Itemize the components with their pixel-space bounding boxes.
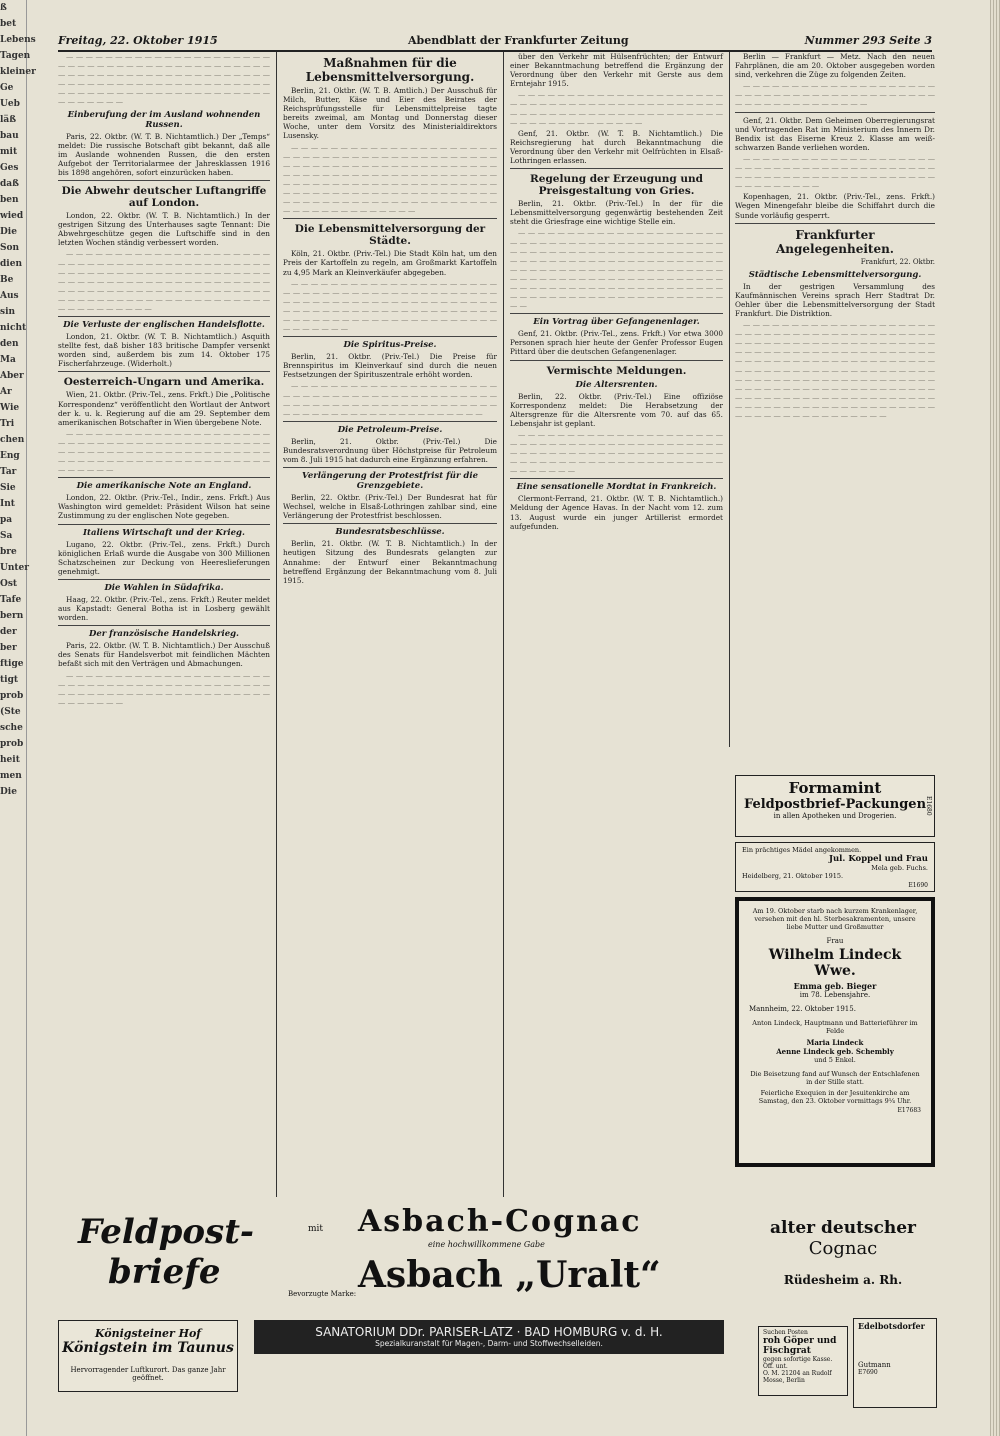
koenig-note: Hervorragender Luftkurort. Das ganze Jahr geöffnet.: [70, 1366, 226, 1382]
heading-wahlen: Die Wahlen in Südafrika.: [104, 582, 224, 593]
margin-fragment: Aber: [0, 371, 24, 381]
heading-spiritus: Die Spiritus-Preise.: [343, 340, 437, 351]
article-bundesrat: Berlin, 21. Oktbr. (W. T. B. Nichtamtlich.) In der heutigen Sitzung des Bundesrats gelangten zur Annahme: der Entwurf einer Bekanntmachung betreffend Ergänzung der Bekanntmachung vom 8. Juli 1915.: [283, 539, 497, 585]
advertisement-band: [58, 1202, 932, 1422]
article-abwehr: London, 22. Oktbr. (W. T. B. Nichtamtlich.) In der gestrigen Sitzung des Unterhauses sagte Tennant: Die Abwehrgeschütze gegen die Luftschiffe sind in den letzten Wochen ständig verbessert worden.: [58, 211, 270, 248]
article-kopenhagen: Kopenhagen, 21. Oktbr. (Priv.-Tel., zens. Frkft.) Wegen Minengefahr bleibe die Schiffahrt durch die Sunde vorläufig gesperrt.: [735, 192, 935, 220]
article-gries: Berlin, 21. Oktbr. (Priv.-Tel.) In der für die Lebensmittelversorgung gegenwärtig bestehenden Zeit steht die Griesfrage eine wichtige Stelle ein.: [510, 199, 723, 227]
asbach-uralt: Asbach „Uralt“: [358, 1254, 661, 1296]
heading-massnahmen: Maßnahmen für die Lebensmittelversorgung.: [305, 56, 475, 84]
edel-code: E7690: [858, 1369, 878, 1376]
edel-title: Edelbotsdorfer: [858, 1321, 925, 1331]
birth-names: Jul. Koppel und Frau: [828, 854, 928, 864]
death-code: E17683: [897, 1107, 921, 1114]
article-genf-orden: Genf, 21. Oktbr. Dem Geheimen Oberregierungsrat und Vortragenden Rat im Ministerium des Innern Dr. Bendix ist das Eiserne Kreuz 2. Klasse am weiß-schwarzen Bande verliehen worden.: [735, 115, 935, 152]
margin-fragment: Ges: [0, 163, 19, 173]
header-title: Abendblatt der Frankfurter Zeitung: [408, 34, 629, 47]
previous-page-margin: [0, 0, 36, 1436]
article-wahlen: Haag, 22. Oktbr. (Priv.-Tel., zens. Frkft.) Reuter meldet aus Kapstadt: General Botha ist in Losberg gewählt worden.: [58, 594, 270, 623]
fish-line3: gegen sofortige Kasse. Off. unt.: [763, 1356, 833, 1370]
filler-text: — — — — — — — — — — — — — — — — — — — — — — — — — — — — — — — — — — — — — — — — — — — — — — — — — — — — — — — — — — — — — — — — — — — — — — — — — — — — — — — — — — — — — — — — — — — — — — — — — — — — — — — — — — — — — — — — — — — — — — — — — — — — — — — — — — — — — — — — — — — — — — — — — — — — — — — — — — — — — — — — — — — — — — — — — — — — — — — — —: [510, 228, 723, 311]
margin-fragment: Tar: [0, 467, 17, 477]
margin-fragment: Int: [0, 499, 15, 509]
margin-fragment: (Ste: [0, 707, 21, 717]
column-1: [58, 52, 270, 1192]
margin-fragment: prob: [0, 739, 24, 749]
heading-petroleum: Die Petroleum-Preise.: [337, 424, 443, 435]
ad-formamint: [735, 775, 935, 837]
death-name: Wilhelm Lindeck Wwe.: [768, 947, 902, 979]
column-rule: [503, 52, 504, 1197]
death-place: Mannheim, 22. Oktober 1915.: [749, 1005, 856, 1013]
heading-note: Die amerikanische Note an England.: [76, 481, 252, 492]
heading-vermischte: Vermischte Meldungen.: [546, 364, 687, 377]
death-funeral: Die Beisetzung fand auf Wunsch der Entschlafenen in der Stille statt.: [750, 1070, 920, 1086]
margin-fragment: Aus: [0, 291, 19, 301]
column-2: [283, 52, 497, 1192]
margin-fragment: ftige: [0, 659, 24, 669]
heading-staedte: Die Lebensmittelversorgung der Städte.: [294, 223, 486, 248]
article-verluste: London, 21. Oktbr. (W. T. B. Nichtamtlich.) Asquith stellte fest, daß bisher 183 britische Dampfer versenkt worden sind, außerdem bis zum 14. Oktober 175 Fischerfahrzeuge. (Widerholt.): [58, 332, 270, 369]
birth-place: Heidelberg, 21. Oktober 1915.: [742, 872, 844, 880]
margin-fragment: sche: [0, 723, 23, 733]
margin-fragment: Sie: [0, 483, 16, 493]
margin-fragment: nicht: [0, 323, 27, 333]
ad-death-notice: [735, 897, 935, 1167]
margin-fragment: kleiner: [0, 67, 36, 77]
koenig-place: Königstein im Taunus: [62, 1340, 234, 1356]
koenig-hof: Königsteiner Hof: [94, 1327, 202, 1340]
margin-fragment: daß: [0, 179, 19, 189]
margin-fragment: Tafe: [0, 595, 22, 605]
alter-place: Rüdesheim a. Rh.: [783, 1273, 903, 1287]
death-mass: Feierliche Exequien in der Jesuitenkirche am Samstag, den 23. Oktober vormittags 9¼ Uhr.: [758, 1089, 912, 1105]
heading-vortrag: Ein Vortrag über Gefangenenlager.: [533, 317, 700, 328]
asbach-briefe: briefe: [108, 1252, 221, 1292]
filler-text: — — — — — — — — — — — — — — — — — — — — — — — — — — — — — — — — — — — — — — — — — — — — — — — — — — — — — — — — — — — — — — — — — — — — — — — — — — — — — — — — — — — — — — — — — — — — —: [58, 428, 270, 475]
page-header: [58, 30, 932, 52]
death-frau: Frau: [826, 937, 844, 945]
filler-text: — — — — — — — — — — — — — — — — — — — — — — — — — — — — — — — — — — — — — — — — — — — — — — — — — — — — — — — — — — — — — — — — — — — — — — — — — — — — — — — — — — — — — — — — — — — — — — — — — — — — — — — — — — — — — — — — — — — —: [283, 278, 497, 334]
filler-text: — — — — — — — — — — — — — — — — — — — — — — — — — — — — — — — — — — — — — — — — — — — — — — — — — — — — — — — — — — — — — — — — — — — — — — — —: [58, 670, 270, 707]
alter-cognac: Cognac: [808, 1238, 878, 1259]
margin-fragment: tigt: [0, 675, 19, 685]
margin-fragment: Be: [0, 275, 14, 285]
column-4: [735, 52, 935, 747]
filler-text: — — — — — — — — — — — — — — — — — — — — — — — — — — — — — — — — — — — — — — — — — — — — — — — — — — — — — — — — — — — — — — — — — — — — — — — — — — — — — — —: [510, 90, 723, 127]
ad-birth: [735, 842, 935, 892]
filler-text: — — — — — — — — — — — — — — — — — — — — — — — — — — — — — — — — — — — — — — — — — — — — — — — — — — — — — — — — — — — — — — — — — — — — — — — — — — — — — — — — — — — — — —: [283, 381, 497, 418]
heading-gries: Regelung der Erzeugung und Preisgestaltung von Gries.: [530, 173, 703, 198]
filler-text: — — — — — — — — — — — — — — — — — — — — — — — — — — — — — — — — — — — — — — — — — — — — — — — — — — — — — — — — — — — — — — — — — — — — — — —: [735, 153, 935, 191]
birth-code: E1690: [908, 882, 928, 889]
article-oesterreich: Wien, 21. Oktbr. (Priv.-Tel., zens. Frkft.) Die „Politische Korrespondenz“ veröffentlicht den Wortlaut der Antwort der k. u. k. Regierung auf die am 29. September dem amerikanischen Botschafter in Wien übergebene Note.: [58, 390, 270, 427]
margin-fragment: Son: [0, 243, 20, 253]
margin-fragment: prob: [0, 691, 24, 701]
article-italien: Lugano, 22. Oktbr. (Priv.-Tel., zens. Frkft.) Durch königlichen Erlaß wurde die Ausgabe von 300 Millionen Schatzscheinen zur Deckung von Heereslieferungen genehmigt.: [58, 539, 270, 576]
article-staedtische: In der gestrigen Versammlung des Kaufmännischen Vereins sprach Herr Stadtrat Dr. Oehler über die Lebensmittelversorgung der Stadt Frankfurt. Die Distriktion.: [735, 281, 935, 318]
edel-name: Gutmann: [858, 1361, 891, 1369]
margin-fragment: bern: [0, 611, 24, 621]
heading-russen: Einberufung der im Ausland wohnenden Russen.: [67, 109, 261, 130]
filler-text: — — — — — — — — — — — — — — — — — — — — — — — — — — — — — — — — — — — — — — — — — — — — — — — — — — — — — — — — — — — — — — — — — — — — — — — — — — — — — — — — — — — — — — — — — — — — — — — — — — — — — — — — — — — — — — — — — — — —: [58, 52, 270, 107]
filler-text: — — — — — — — — — — — — — — — — — — — — — — — — — — — — — — — — — — — — — — — — — — — — — — — — — — — — — — — — — — — — — — — — — — — — — — — — — — — — — — — — — — — — — — — — — — — — — — — — — — — — — — — — — — — — — — — — — — — — — — — — — — — — — — — — — — — — — — — — — — — — —: [58, 249, 270, 313]
filler-text: — — — — — — — — — — — — — — — — — — — — — — — — — — — — — — — — — — — — — — — — — — — — — — — — — — — — — — — — — — — — — — — — — — — — — — — — — — — — — — — — — — — — — — — — — — — — — —: [510, 429, 723, 476]
filler-text: — — — — — — — — — — — — — — — — — — — — — — — — — — — — — — — — — — — — — — — — — — — — — — — — — — — — — — — — — — — — — — — — — — — — — — — — — — — — — — — — — — — — — — — — — — — — — — — — — — — — — — — — — — — — — — — — — — — — — — — — — — — — — — — — — — — — — — — — — — — — — — — — — — — — — — — — — — — — — — — — — — — — — — — — — — — — — — — — — — — — — — — — — — — — — — — — — — — — — — — — — — — — — — — — — — — — — — — — — — — — — — — — —: [735, 320, 935, 420]
article-spiritus: Berlin, 21. Oktbr. (Priv.-Tel.) Die Preise für Brennspiritus im Kleinverkauf sind durch die neuen Festsetzungen der Spirituszentrale erhöht worden.: [283, 352, 497, 380]
heading-abwehr: Die Abwehr deutscher Luftangriffe auf London.: [61, 185, 267, 210]
heading-frankfurter: Frankfurter Angelegenheiten.: [775, 227, 894, 256]
death-mourner: Anton Lindeck, Hauptmann und Batterieführer im Felde: [752, 1019, 918, 1035]
asbach-cognac: Asbach-Cognac: [358, 1204, 642, 1239]
ad-formamint-note: in allen Apotheken und Drogerien.: [773, 812, 897, 820]
ad-alter-cognac: [753, 1214, 933, 1309]
margin-fragment: Die: [0, 227, 17, 237]
heading-handel: Der französische Handelskrieg.: [88, 629, 240, 640]
margin-fragment: heit: [0, 755, 20, 765]
column-3: [510, 52, 723, 1192]
margin-fragment: Tri: [0, 419, 15, 429]
column-rule: [276, 52, 277, 1197]
margin-fragment: der: [0, 627, 17, 637]
article-continued: über den Verkehr mit Hülsenfrüchten; der Entwurf einer Bekanntmachung betreffend die Ergänzung der Verordnung über den Verkehr mit Gerste aus dem Erntejahr 1915.: [510, 52, 723, 89]
ad-formamint-subtitle: Feldpostbrief-Packungen: [743, 797, 927, 812]
header-date: Freitag, 22. Oktober 1915: [58, 34, 218, 47]
heading-oesterreich: Oesterreich-Ungarn und Amerika.: [63, 376, 265, 389]
ad-asbach: [58, 1202, 738, 1312]
death-mourner: Maria Lindeck: [806, 1038, 864, 1047]
margin-fragment: chen: [0, 435, 25, 445]
margin-fragment: läß: [0, 115, 17, 125]
filler-text: — — — — — — — — — — — — — — — — — — — — — — — — — — — — — — — — — — — — — — — — — — — — — — — — — — — — — — — — — — — — — — — — — — — — — — — — — — — — — — — — — — — — — — — — — — — — — — — — — — — — — — — — — — — — — — — — — — — — — — — — — — — — — — — — — — — — — — — — — — — — — — — — — — — — — — — — — — — — — — — — — — — — — — —: [283, 142, 497, 216]
article-altersrenten: Berlin, 22. Oktbr. (Priv.-Tel.) Eine offiziöse Korrespondenz meldet: Die Herabsetzung der Altersgrenze für die Altersrente vom 70. auf das 65. Lebensjahr ist geplant.: [510, 391, 723, 428]
death-mourner: Aenne Lindeck geb. Schembly: [776, 1047, 894, 1056]
margin-fragment: wied: [0, 211, 24, 221]
heading-mordtat: Eine sensationelle Mordtat in Frankreich.: [516, 482, 717, 493]
article-protestfrist: Berlin, 22. Oktbr. (Priv.-Tel.) Der Bundesrat hat für Wechsel, welche in Elsaß-Lothringen zahlbar sind, eine Verlängerung der Protestfrist beschlossen.: [283, 493, 497, 521]
margin-fragment: Eng: [0, 451, 20, 461]
book-edge: [990, 0, 1000, 1436]
margin-fragment: pa: [0, 515, 13, 525]
birth-line: Ein prächtiges Mädel angekommen.: [742, 846, 862, 854]
asbach-marke: Bevorzugte Marke:: [288, 1290, 357, 1298]
margin-fragment: bre: [0, 547, 17, 557]
margin-fragment: bau: [0, 131, 19, 141]
sana-subtitle: Spezialkuranstalt für Magen-, Darm- und Stoffwechselleiden.: [375, 1339, 603, 1348]
margin-fragment: Sa: [0, 531, 13, 541]
sana-title: SANATORIUM DDr. PARISER-LATZ · BAD HOMBURG v. d. H.: [315, 1325, 663, 1339]
ad-edelbotsdorfer: [853, 1318, 937, 1408]
article-genf-oel: Genf, 21. Oktbr. (W. T. B. Nichtamtlich.) Die Reichsregierung hat durch Bekanntmachung die Verordnung über den Verkehr mit Oelfrüchten in Elsaß-Lothringen erlassen.: [510, 128, 723, 166]
asbach-tagline: eine hochwillkommene Gabe: [428, 1240, 545, 1249]
margin-fragment: Ueb: [0, 99, 20, 109]
birth-maiden: Mela geb. Fuchs.: [871, 864, 928, 872]
article-petroleum: Berlin, 21. Oktbr. (Priv.-Tel.) Die Bundesratsverordnung über Höchstpreise für Petroleum vom 8. Juli 1915 hat dadurch eine Ergänzung erfahren.: [283, 436, 497, 464]
margin-fragment: mit: [0, 147, 18, 157]
asbach-mit: mit: [308, 1224, 324, 1234]
dateline-frankfurt: Frankfurt, 22. Oktbr.: [860, 257, 935, 266]
margin-fragment: Ost: [0, 579, 18, 589]
margin-fragment: sin: [0, 307, 16, 317]
death-intro: Am 19. Oktober starb nach kurzem Krankenlager, versehen mit den hl. Sterbesakramenten, unsere liebe Mutter und Großmutter: [752, 907, 918, 931]
margin-fragment: ß: [0, 3, 7, 13]
margin-fragment: Ma: [0, 355, 16, 365]
margin-fragment: ber: [0, 643, 17, 653]
ad-koenigstein: [58, 1320, 238, 1392]
ad-formamint-title: Formamint: [788, 779, 882, 797]
article-fahrplan: Berlin — Frankfurt — Metz. Nach den neuen Fahrplänen, die am 20. Oktober ausgegeben worden sind, verkehren die Züge zu folgenden Zeiten.: [735, 52, 935, 80]
article-mordtat: Clermont-Ferrand, 21. Oktbr. (W. T. B. Nichtamtlich.) Meldung der Agence Havas. In der Nacht vom 12. zum 13. August wurde ein junger Artillerist ermordet aufgefunden.: [510, 494, 723, 531]
ad-fischgrat: [758, 1326, 848, 1396]
article-handel: Paris, 22. Oktbr. (W. T. B. Nichtamtlich.) Der Ausschuß des Senats für Handelsverbot mit feindlichen Mächten befaßt sich mit den Verträgen und Abmachungen.: [58, 641, 270, 669]
article-staedte: Köln, 21. Oktbr. (Priv.-Tel.) Die Stadt Köln hat, um den Preis der Kartoffeln zu regeln, am Großmarkt Kartoffeln zu 4,95 Mark an Kleinverkäufer abgegeben.: [283, 249, 497, 277]
fish-line4: O. M. 21204 an Rudolf Mosse, Berlin: [763, 1370, 832, 1384]
death-age: im 78. Lebensjahre.: [799, 991, 871, 999]
header-page-number: Nummer 293 Seite 3: [804, 34, 932, 47]
margin-fragment: men: [0, 771, 22, 781]
death-maiden: Emma geb. Bieger: [793, 981, 877, 991]
heading-bundesrat: Bundesratsbeschlüsse.: [335, 527, 445, 538]
margin-fragment: Unter: [0, 563, 30, 573]
fish-line2: roh Göper und Fischgrat: [763, 1336, 837, 1356]
asbach-feldpost: Feldpost-: [78, 1212, 255, 1252]
margin-fragment: den: [0, 339, 19, 349]
margin-fragment: Ge: [0, 83, 14, 93]
margin-fragment: Wie: [0, 403, 20, 413]
heading-verluste: Die Verluste der englischen Handelsflotte.: [63, 320, 265, 331]
heading-altersrenten: Die Altersrenten.: [575, 379, 658, 390]
filler-text: — — — — — — — — — — — — — — — — — — — — — — — — — — — — — — — — — — — — — — — — — — — — — — — — — — — — — — —: [735, 81, 935, 109]
article-massnahmen: Berlin, 21. Oktbr. (W. T. B. Amtlich.) Der Ausschuß für Milch, Butter, Käse und Eier des Beirates der Reichsprüfungsstelle für Lebensmittelpreise tagte bereits zweimal, am Montag und Donnerstag dieser Woche, unter dem Vorsitz des Ministerialdirektors Lusensky.: [283, 86, 497, 141]
margin-fragment: dien: [0, 259, 22, 269]
column-rule: [729, 52, 730, 747]
ad-formamint-code: E1680: [925, 796, 932, 816]
death-mourner: und 5 Enkel.: [814, 1056, 856, 1064]
fish-line1: Suchen Posten: [763, 1329, 808, 1336]
alter-deutscher: alter deutscher: [770, 1218, 916, 1238]
heading-staedtische: Städtische Lebensmittelversorgung.: [748, 269, 922, 280]
margin-fragment: Tagen: [0, 51, 31, 61]
article-vortrag: Genf, 21. Oktbr. (Priv.-Tel., zens. Frkft.) Vor etwa 3000 Personen sprach hier heute der Genfer Professor Eugen Pittard über die deutschen Gefangenenlager.: [510, 329, 723, 357]
margin-fragment: Die: [0, 787, 17, 797]
ad-sanatorium: [254, 1320, 724, 1354]
margin-fragment: Lebens: [0, 35, 36, 45]
margin-fragment: Ar: [0, 387, 12, 397]
margin-fragment: bet: [0, 19, 17, 29]
margin-fragment: ben: [0, 195, 19, 205]
article-note: London, 22. Oktbr. (Priv.-Tel., Indir., zens. Frkft.) Aus Washington wird gemeldet: Präsident Wilson hat seine Zustimmung zu der englischen Note gegeben.: [58, 493, 270, 521]
heading-italien: Italiens Wirtschaft und der Krieg.: [83, 527, 245, 538]
heading-protestfrist: Verlängerung der Protestfrist für die Grenzgebiete.: [302, 471, 478, 492]
article-russen: Paris, 22. Oktbr. (W. T. B. Nichtamtlich.) Der „Temps“ meldet: Die russische Botschaft gibt bekannt, daß alle im Auslande wohnenden Russen, die den ersten Aufgebot der Territorialarmee der Jahresklassen 1916 bis 1898 angehören, sofort einzurücken haben.: [58, 131, 270, 177]
